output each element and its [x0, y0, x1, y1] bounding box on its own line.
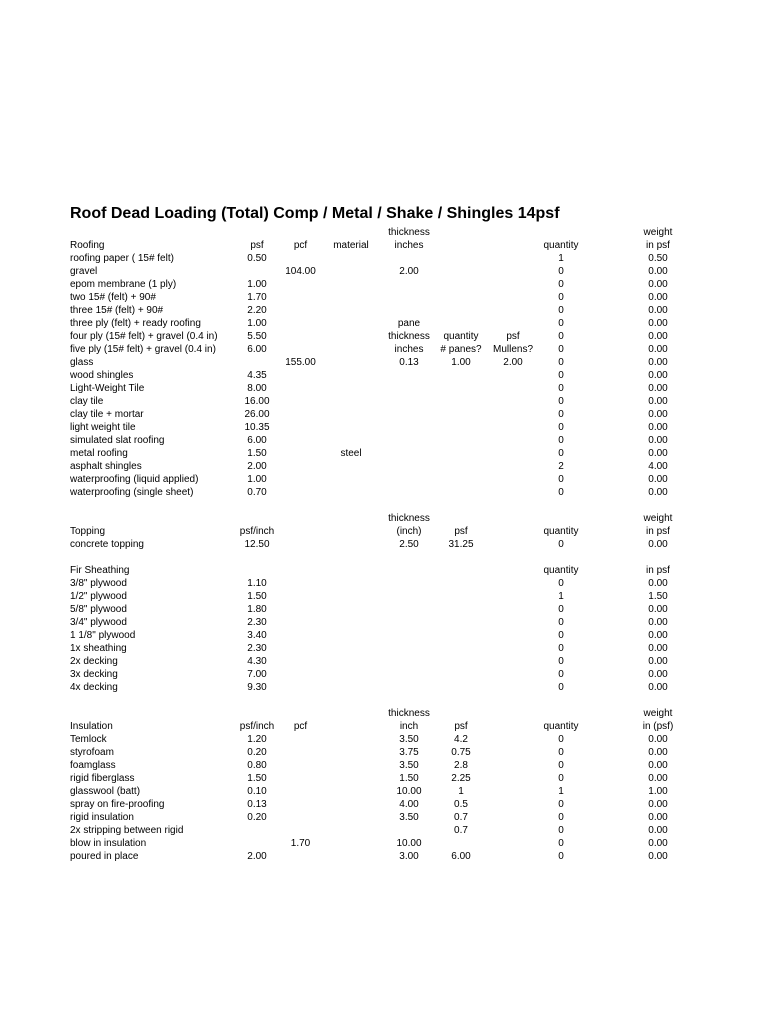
thickness-value: 3.50: [399, 760, 419, 771]
header-item-label: Roofing: [70, 240, 105, 251]
table-row: [0, 681, 768, 694]
extra2-value: 2.00: [503, 357, 523, 368]
extra-value: 0.75: [451, 747, 471, 758]
item-label: 3/4" plywood: [70, 617, 127, 628]
quantity-value: 0: [558, 656, 564, 667]
item-label: foamglass: [70, 760, 116, 771]
header-thickness-value: inch: [399, 721, 419, 732]
header-unit-value: psf: [250, 240, 264, 251]
item-label: rigid insulation: [70, 812, 134, 823]
unit-value: 1.50: [247, 448, 267, 459]
item-label: rigid fiberglass: [70, 773, 135, 784]
thickness-value: 10.00: [396, 838, 422, 849]
weight-value: 0.00: [648, 279, 668, 290]
header-extra-value: psf: [454, 526, 468, 537]
item-label: two 15# (felt) + 90#: [70, 292, 156, 303]
quantity-value: 0: [558, 669, 564, 680]
thickness-value: pane: [397, 318, 421, 329]
header-item-label: Topping: [70, 526, 106, 537]
extra-value: quantity: [443, 331, 479, 342]
thickness-value: 0.13: [399, 357, 419, 368]
item-label: 3x decking: [70, 669, 118, 680]
unit-value: 2.00: [247, 461, 267, 472]
table-row: [0, 837, 768, 850]
weight-value: 0.00: [648, 409, 668, 420]
thickness-value: 2.00: [399, 266, 419, 277]
quantity-value: 0: [558, 682, 564, 693]
section-header-row: [0, 226, 768, 239]
table-row: [0, 668, 768, 681]
section-header-row: [0, 525, 768, 538]
weight-value: 0.00: [648, 370, 668, 381]
item-label: Temlock: [70, 734, 107, 745]
unit-value: 2.20: [247, 305, 267, 316]
quantity-value: 0: [558, 747, 564, 758]
quantity-value: 1: [558, 591, 564, 602]
quantity-value: 0: [558, 643, 564, 654]
unit-value: 10.35: [244, 422, 270, 433]
weight-value: 0.00: [648, 630, 668, 641]
section-insulation: [0, 707, 768, 863]
table-row: [0, 772, 768, 785]
weight-value: 0.00: [648, 344, 668, 355]
thickness-value: 3.50: [399, 812, 419, 823]
table-row: [0, 811, 768, 824]
table-row: [0, 460, 768, 473]
quantity-value: 0: [558, 448, 564, 459]
extra-value: 0.5: [454, 799, 468, 810]
unit-value: 1.80: [247, 604, 267, 615]
table-row: [0, 746, 768, 759]
item-label: 1 1/8" plywood: [70, 630, 136, 641]
extra-value: 0.7: [454, 812, 468, 823]
quantity-value: 0: [558, 487, 564, 498]
quantity-value: 0: [558, 357, 564, 368]
page-title: Roof Dead Loading (Total) Comp / Metal / Shake / Shingles 14psf: [70, 205, 560, 222]
extra-value: # panes?: [440, 344, 482, 355]
item-label: 4x decking: [70, 682, 118, 693]
header-unit-value: psf/inch: [239, 721, 275, 732]
table-row: [0, 616, 768, 629]
item-label: three 15# (felt) + 90#: [70, 305, 164, 316]
unit-value: 1.20: [247, 734, 267, 745]
header-quantity-value: quantity: [543, 240, 579, 251]
item-label: clay tile: [70, 396, 104, 407]
section-header-row: [0, 564, 768, 577]
weight-value: 0.00: [648, 825, 668, 836]
thickness-value: 3.00: [399, 851, 419, 862]
section-spacer: [0, 499, 768, 512]
unit-value: 0.70: [247, 487, 267, 498]
unit-value: 1.50: [247, 773, 267, 784]
quantity-value: 0: [558, 344, 564, 355]
unit-value: 1.00: [247, 318, 267, 329]
thickness-value: thickness: [388, 331, 430, 342]
weight-value: 0.00: [648, 682, 668, 693]
unit-value: 6.00: [247, 344, 267, 355]
table-row: [0, 642, 768, 655]
header-pcf-value: pcf: [293, 240, 308, 251]
section-header-row: [0, 512, 768, 525]
table-row: [0, 291, 768, 304]
unit-value: 0.50: [247, 253, 267, 264]
header-material-value: material: [333, 240, 369, 251]
extra2-value: Mullens?: [492, 344, 534, 355]
thickness-value: 10.00: [396, 786, 422, 797]
item-label: gravel: [70, 266, 98, 277]
quantity-value: 1: [558, 253, 564, 264]
table-row: [0, 369, 768, 382]
item-label: blow in insulation: [70, 838, 147, 849]
unit-value: 1.50: [247, 591, 267, 602]
extra-value: 0.7: [454, 825, 468, 836]
table-row: [0, 590, 768, 603]
weight-value: 0.00: [648, 656, 668, 667]
quantity-value: 0: [558, 838, 564, 849]
quantity-value: 0: [558, 370, 564, 381]
weight-value: 0.00: [648, 318, 668, 329]
table-row: [0, 278, 768, 291]
unit-value: 12.50: [244, 539, 270, 550]
table-row: [0, 343, 768, 356]
table-row: [0, 408, 768, 421]
quantity-value: 0: [558, 539, 564, 550]
extra-value: 2.25: [451, 773, 471, 784]
unit-value: 8.00: [247, 383, 267, 394]
item-label: metal roofing: [70, 448, 128, 459]
unit-value: 2.30: [247, 643, 267, 654]
quantity-value: 0: [558, 760, 564, 771]
table-row: [0, 330, 768, 343]
weight-value: 0.00: [648, 331, 668, 342]
table-row: [0, 421, 768, 434]
table-row: [0, 655, 768, 668]
table-row: [0, 733, 768, 746]
thickness-value: 3.50: [399, 734, 419, 745]
header-weight-value: weight: [643, 708, 673, 719]
weight-value: 0.00: [648, 604, 668, 615]
item-label: clay tile + mortar: [70, 409, 144, 420]
item-label: 5/8" plywood: [70, 604, 127, 615]
quantity-value: 0: [558, 617, 564, 628]
item-label: Light-Weight Tile: [70, 383, 145, 394]
quantity-value: 0: [558, 630, 564, 641]
table-row: [0, 447, 768, 460]
quantity-value: 0: [558, 331, 564, 342]
loading-table: [0, 226, 768, 863]
weight-value: 0.00: [648, 773, 668, 784]
table-row: [0, 785, 768, 798]
table-row: [0, 265, 768, 278]
item-label: 2x decking: [70, 656, 118, 667]
quantity-value: 2: [558, 461, 564, 472]
quantity-value: 0: [558, 773, 564, 784]
header-quantity-value: quantity: [543, 526, 579, 537]
weight-value: 0.00: [648, 760, 668, 771]
thickness-value: 4.00: [399, 799, 419, 810]
extra-value: 1: [458, 786, 464, 797]
quantity-value: 0: [558, 734, 564, 745]
weight-value: 0.00: [648, 734, 668, 745]
header-unit-value: psf/inch: [239, 526, 275, 537]
weight-value: 0.00: [648, 578, 668, 589]
weight-value: 0.00: [648, 747, 668, 758]
header-thickness-value: thickness: [388, 513, 430, 524]
section-header-row: [0, 720, 768, 733]
quantity-value: 0: [558, 409, 564, 420]
item-label: 1/2" plywood: [70, 591, 127, 602]
header-quantity-value: quantity: [543, 721, 579, 732]
weight-value: 0.00: [648, 292, 668, 303]
table-row: [0, 824, 768, 837]
header-pcf-value: pcf: [293, 721, 308, 732]
header-item-label: Insulation: [70, 721, 113, 732]
weight-value: 0.00: [648, 396, 668, 407]
pcf-value: 155.00: [285, 357, 316, 368]
unit-value: 1.10: [247, 578, 267, 589]
table-row: [0, 434, 768, 447]
quantity-value: 0: [558, 604, 564, 615]
unit-value: 16.00: [244, 396, 270, 407]
weight-value: 4.00: [648, 461, 668, 472]
section-spacer: [0, 551, 768, 564]
unit-value: 2.30: [247, 617, 267, 628]
header-weight-value: in psf: [646, 240, 670, 251]
item-label: 2x stripping between rigid: [70, 825, 184, 836]
thickness-value: 3.75: [399, 747, 419, 758]
unit-value: 0.80: [247, 760, 267, 771]
quantity-value: 0: [558, 812, 564, 823]
quantity-value: 0: [558, 383, 564, 394]
quantity-value: 0: [558, 422, 564, 433]
item-label: glasswool (batt): [70, 786, 141, 797]
material-value: steel: [340, 448, 362, 459]
header-thickness-value: (inch): [396, 526, 422, 537]
thickness-value: inches: [394, 344, 424, 355]
table-row: [0, 486, 768, 499]
item-label: simulated slat roofing: [70, 435, 165, 446]
item-label: glass: [70, 357, 94, 368]
weight-value: 0.00: [648, 643, 668, 654]
extra-value: 31.25: [448, 539, 474, 550]
extra-value: 2.8: [454, 760, 468, 771]
unit-value: 1.00: [247, 474, 267, 485]
section-fir-sheathing: [0, 564, 768, 694]
table-row: [0, 798, 768, 811]
header-thickness-value: inches: [394, 240, 424, 251]
quantity-value: 0: [558, 305, 564, 316]
unit-value: 5.50: [247, 331, 267, 342]
pcf-value: 104.00: [285, 266, 316, 277]
table-row: [0, 538, 768, 551]
item-label: three ply (felt) + ready roofing: [70, 318, 201, 329]
item-label: wood shingles: [70, 370, 134, 381]
thickness-value: 2.50: [399, 539, 419, 550]
weight-value: 0.00: [648, 838, 668, 849]
extra-value: 4.2: [454, 734, 468, 745]
weight-value: 0.00: [648, 448, 668, 459]
item-label: spray on fire-proofing: [70, 799, 165, 810]
table-row: [0, 629, 768, 642]
weight-value: 0.00: [648, 617, 668, 628]
unit-value: 6.00: [247, 435, 267, 446]
extra2-value: psf: [506, 331, 520, 342]
weight-value: 0.00: [648, 487, 668, 498]
item-label: five ply (15# felt) + gravel (0.4 in): [70, 344, 216, 355]
weight-value: 0.00: [648, 669, 668, 680]
weight-value: 0.00: [648, 305, 668, 316]
item-label: concrete topping: [70, 539, 144, 550]
item-label: roofing paper ( 15# felt): [70, 253, 174, 264]
table-row: [0, 850, 768, 863]
quantity-value: 1: [558, 786, 564, 797]
unit-value: 9.30: [247, 682, 267, 693]
item-label: 3/8" plywood: [70, 578, 127, 589]
section-header-row: [0, 239, 768, 252]
item-label: waterproofing (single sheet): [70, 487, 194, 498]
header-thickness-value: thickness: [388, 708, 430, 719]
quantity-value: 0: [558, 396, 564, 407]
table-row: [0, 252, 768, 265]
weight-value: 0.00: [648, 357, 668, 368]
weight-value: 0.00: [648, 422, 668, 433]
table-row: [0, 603, 768, 616]
extra-value: 1.00: [451, 357, 471, 368]
unit-value: 0.13: [247, 799, 267, 810]
quantity-value: 0: [558, 578, 564, 589]
section-header-row: [0, 707, 768, 720]
section-roofing: [0, 226, 768, 499]
unit-value: 1.00: [247, 279, 267, 290]
header-weight-value: weight: [643, 227, 673, 238]
unit-value: 1.70: [247, 292, 267, 303]
weight-value: 0.00: [648, 539, 668, 550]
weight-value: 0.50: [648, 253, 668, 264]
unit-value: 7.00: [247, 669, 267, 680]
header-weight-value: in (psf): [642, 721, 674, 732]
item-label: waterproofing (liquid applied): [70, 474, 199, 485]
pcf-value: 1.70: [290, 838, 311, 849]
quantity-value: 0: [558, 474, 564, 485]
header-weight-value: in psf: [646, 526, 670, 537]
weight-value: 0.00: [648, 474, 668, 485]
unit-value: 0.10: [247, 786, 267, 797]
header-weight-value: weight: [643, 513, 673, 524]
quantity-value: 0: [558, 825, 564, 836]
weight-value: 0.00: [648, 383, 668, 394]
header-item-label: Fir Sheathing: [70, 565, 130, 576]
quantity-value: 0: [558, 799, 564, 810]
weight-value: 0.00: [648, 266, 668, 277]
header-thickness-value: thickness: [388, 227, 430, 238]
table-row: [0, 382, 768, 395]
table-row: [0, 473, 768, 486]
table-row: [0, 356, 768, 369]
header-quantity-value: quantity: [543, 565, 579, 576]
quantity-value: 0: [558, 851, 564, 862]
quantity-value: 0: [558, 435, 564, 446]
quantity-value: 0: [558, 279, 564, 290]
table-row: [0, 304, 768, 317]
item-label: styrofoam: [70, 747, 114, 758]
weight-value: 1.50: [648, 591, 668, 602]
item-label: poured in place: [70, 851, 139, 862]
quantity-value: 0: [558, 318, 564, 329]
table-row: [0, 395, 768, 408]
section-topping: [0, 512, 768, 551]
item-label: asphalt shingles: [70, 461, 142, 472]
item-label: epom membrane (1 ply): [70, 279, 177, 290]
quantity-value: 0: [558, 292, 564, 303]
weight-value: 0.00: [648, 435, 668, 446]
unit-value: 0.20: [247, 812, 267, 823]
table-row: [0, 759, 768, 772]
header-weight-value: in psf: [646, 565, 670, 576]
thickness-value: 1.50: [399, 773, 419, 784]
item-label: 1x sheathing: [70, 643, 127, 654]
item-label: four ply (15# felt) + gravel (0.4 in): [70, 331, 218, 342]
section-spacer: [0, 694, 768, 707]
weight-value: 0.00: [648, 851, 668, 862]
unit-value: 2.00: [247, 851, 267, 862]
unit-value: 26.00: [244, 409, 270, 420]
unit-value: 4.30: [247, 656, 267, 667]
weight-value: 1.00: [648, 786, 668, 797]
item-label: light weight tile: [70, 422, 136, 433]
weight-value: 0.00: [648, 812, 668, 823]
table-row: [0, 317, 768, 330]
header-extra-value: psf: [454, 721, 468, 732]
extra-value: 6.00: [451, 851, 471, 862]
weight-value: 0.00: [648, 799, 668, 810]
table-row: [0, 577, 768, 590]
quantity-value: 0: [558, 266, 564, 277]
unit-value: 3.40: [247, 630, 267, 641]
unit-value: 4.35: [247, 370, 267, 381]
unit-value: 0.20: [247, 747, 267, 758]
